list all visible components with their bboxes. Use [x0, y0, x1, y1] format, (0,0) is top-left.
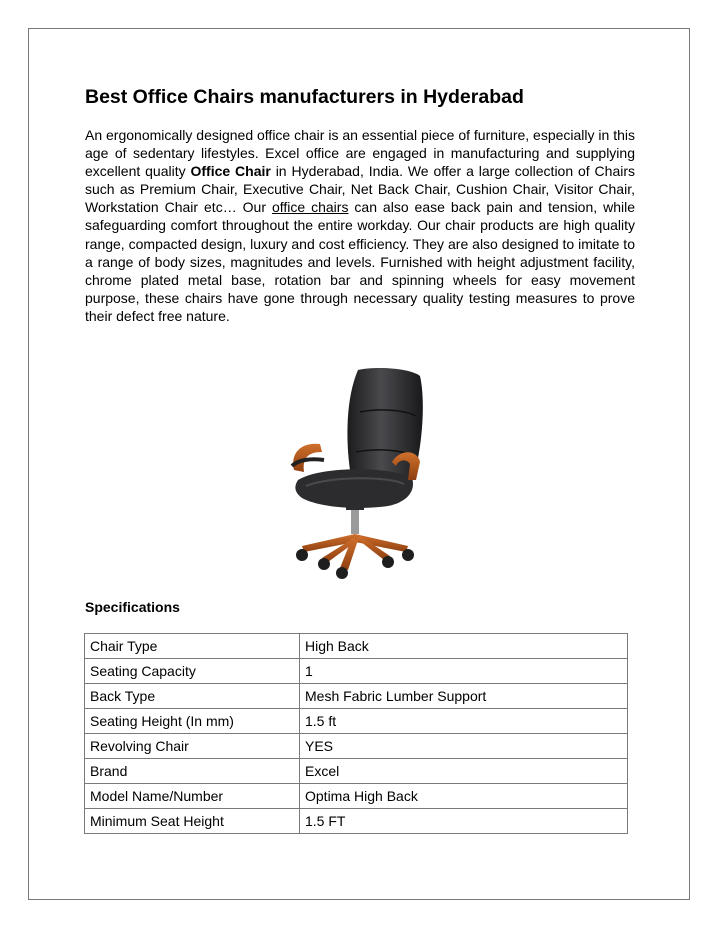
spec-key: Brand: [85, 759, 300, 784]
intro-text-3: can also ease back pain and tension, while safeguarding comfort throughout the entire workday. Our chair products are high quality range, compacted design, luxury and cost efficiency. They are also designed to imitate to a range of body sizes, magnitudes and levels. Furnished with height adjustment facility, chrome plated metal base, rotation bar and spinning wheels for easy movement purpose, these chairs have gone through necessary quality testing measures to prove their defect free nature.: [85, 199, 636, 324]
intro-text-1: An ergonomically designed office chair is an essential piece of furniture, especially in this age of sedentary lifestyles. Excel office are engaged in manufacturing and supplying excellent quality: [85, 127, 635, 180]
table-row: [85, 709, 628, 734]
intro-paragraph: [85, 126, 635, 325]
table-row: [85, 809, 628, 834]
document-title: Best Office Chairs manufacturers in Hyderabad: [85, 86, 524, 108]
table-row: [85, 784, 628, 809]
table-row: [85, 684, 628, 709]
spec-key: Seating Capacity: [85, 659, 300, 684]
office-chair-image: [280, 362, 430, 580]
spec-value: 1.5 FT: [300, 809, 628, 834]
spec-key: Model Name/Number: [85, 784, 300, 809]
spec-key: Chair Type: [85, 634, 300, 659]
spec-value: Excel: [300, 759, 628, 784]
specifications-table: [84, 633, 628, 834]
table-row: [85, 634, 628, 659]
spec-value: Optima High Back: [300, 784, 628, 809]
spec-key: Seating Height (In mm): [85, 709, 300, 734]
office-chairs-link[interactable]: office chairs: [271, 199, 349, 216]
spec-key: Minimum Seat Height: [85, 809, 300, 834]
spec-value: Mesh Fabric Lumber Support: [300, 684, 628, 709]
table-row: [85, 734, 628, 759]
spec-value: YES: [300, 734, 628, 759]
intro-text-2: in Hyderabad, India. We offer a large collection of Chairs such as Premium Chair, Executive Chair, Net Back Chair, Cushion Chair, Visitor Chair, Workstation Chair etc… Our: [85, 163, 636, 216]
spec-value: High Back: [300, 634, 628, 659]
specifications-heading: Specifications: [85, 599, 180, 615]
spec-key: Back Type: [85, 684, 300, 709]
table-row: [85, 759, 628, 784]
spec-value: 1.5 ft: [300, 709, 628, 734]
spec-value: 1: [300, 659, 628, 684]
office-chair-bold: Office Chair: [190, 163, 271, 180]
spec-key: Revolving Chair: [85, 734, 300, 759]
table-row: [85, 659, 628, 684]
